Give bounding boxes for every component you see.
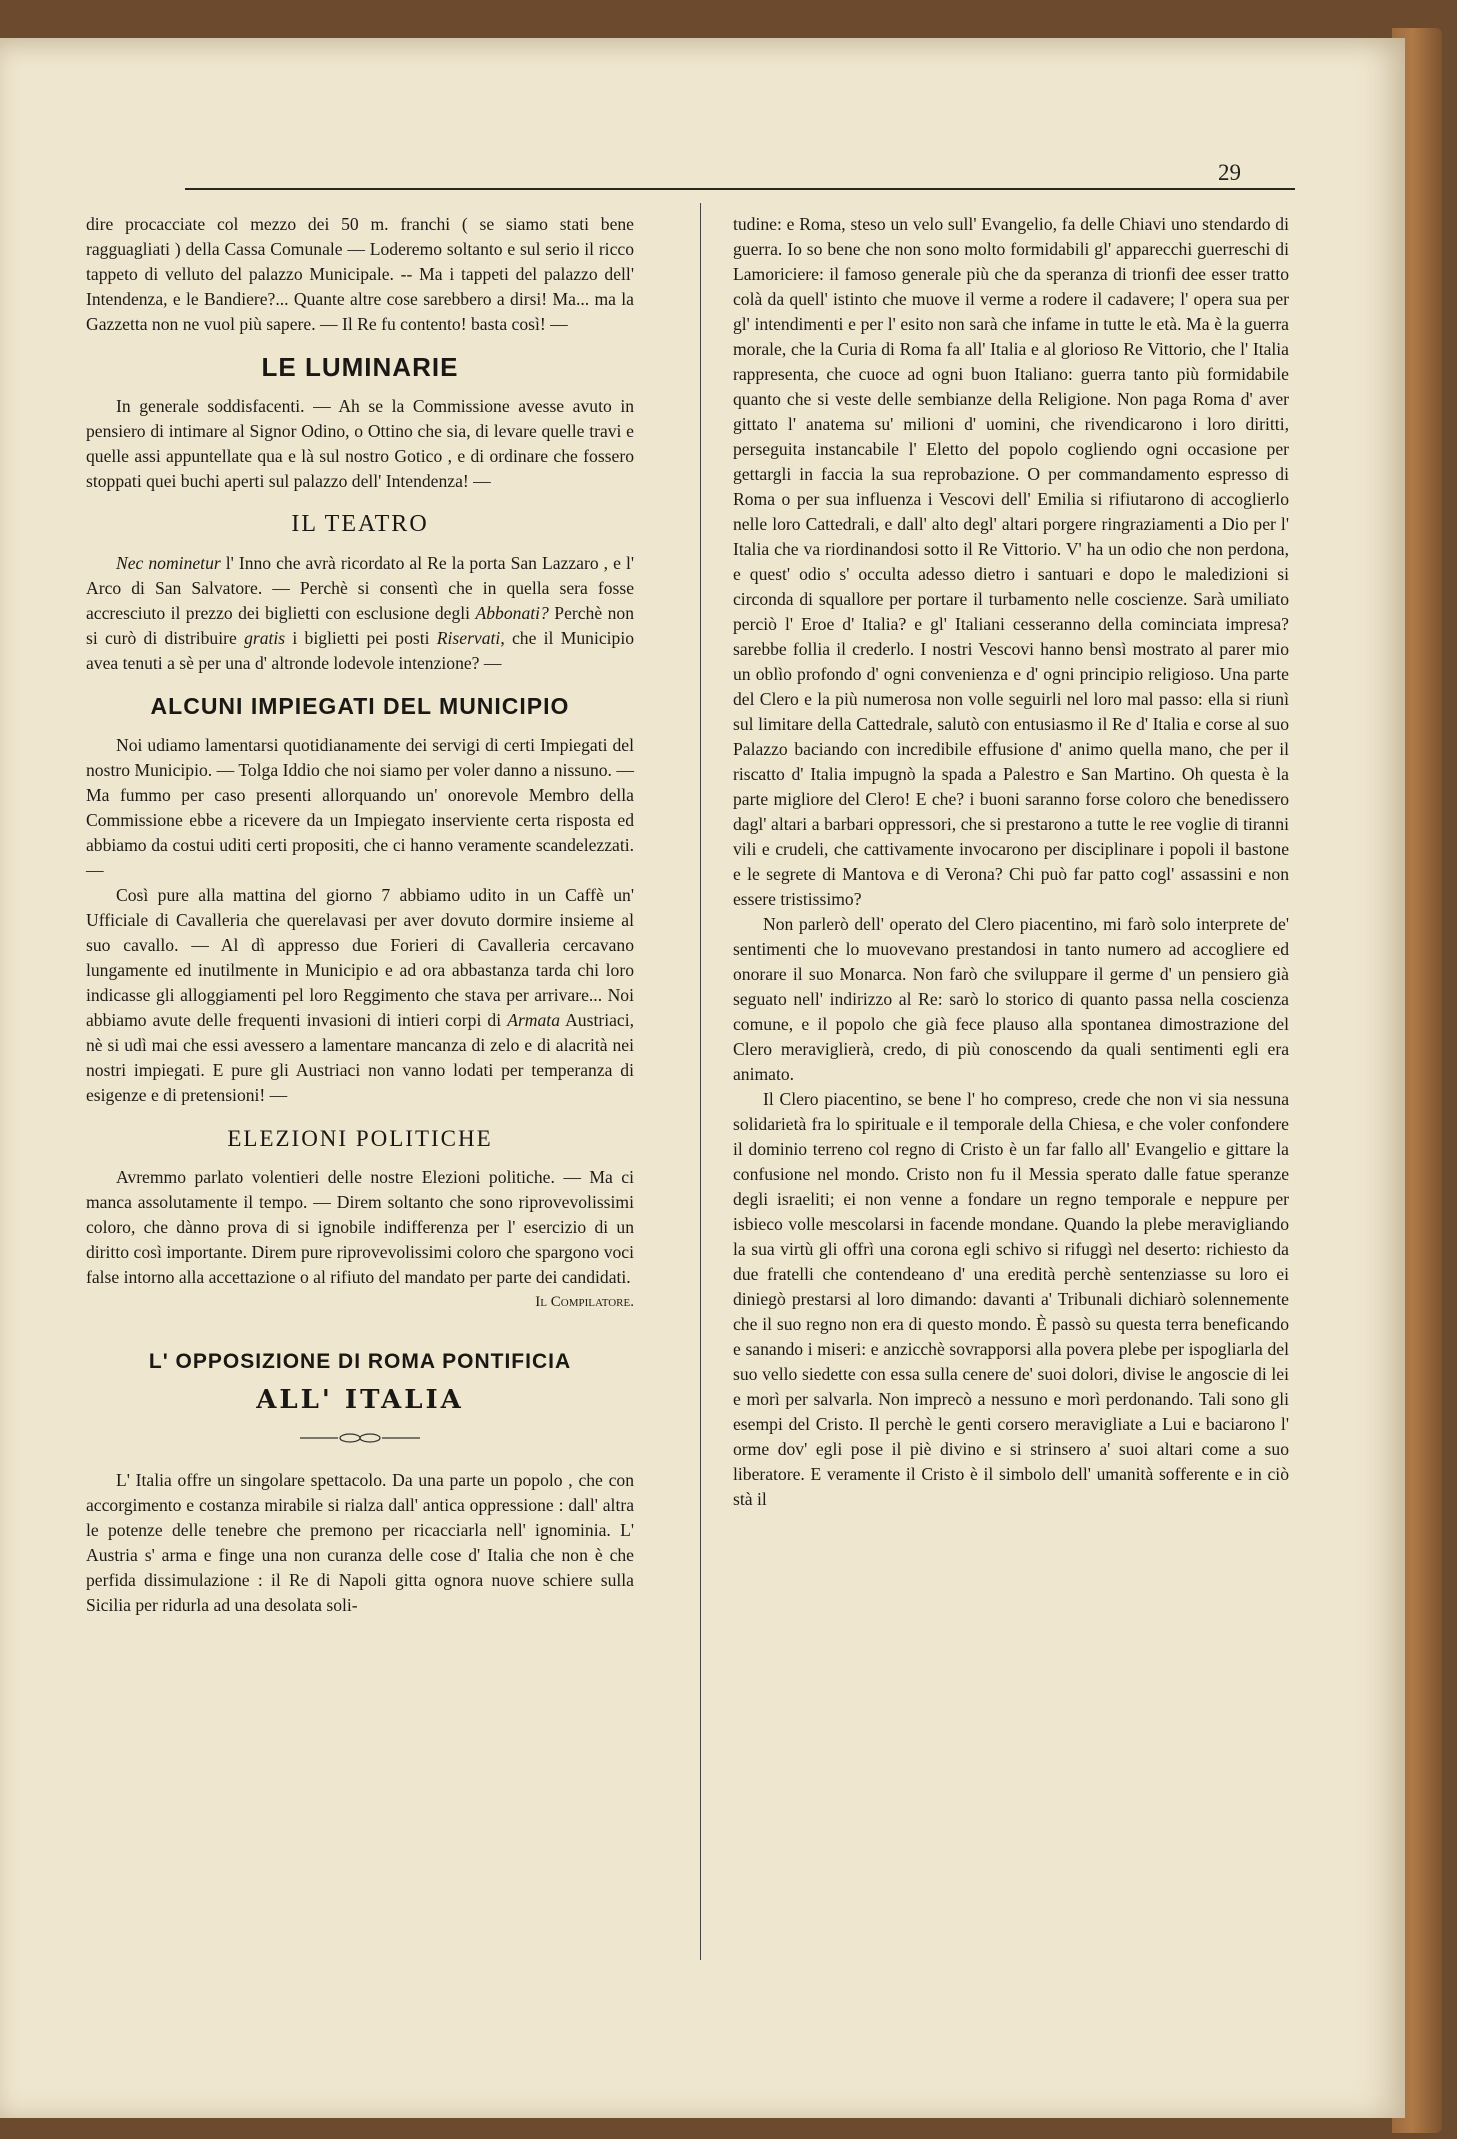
heading-impiegati: ALCUNI IMPIEGATI DEL MUNICIPIO	[150, 693, 570, 719]
heading-all-italia: ALL' ITALIA	[256, 1385, 464, 1415]
italic-abbonati: Abbonati?	[475, 603, 549, 623]
paragraph-opposizione: L' Italia offre un singolare spettacolo. Da una parte un popolo , che con accorgimento e costanza mirabile si rialza dall' antica oppressione : dall' altra le potenze delle tenebre che premono per ricacciarla nell' ignominia. L' Austria s' arma e finge una non curanza delle cose d' Italia che non è che perfida dissimulazione : il Re di Napoli gitta ognora nuove schiere sulla Sicilia per ridurla ad una desolata soli-	[86, 1470, 634, 1615]
text-run: i biglietti pei posti	[285, 628, 437, 648]
ornament-icon	[300, 1431, 420, 1445]
signature-line	[86, 1290, 634, 1315]
paragraph-impiegati-2	[86, 883, 634, 1108]
paragraph-continuation: dire procacciate col mezzo dei 50 m. franchi ( se siamo stati bene ragguagliati ) della Cassa Comunale — Loderemo soltanto e sul serio il ricco tappeto di velluto del palazzo Municipale. -- Ma i tappeti del palazzo dell' Intendenza, e le Bandiere?... Quante altre cose sarebbero a dirsi! Ma... ma la Gazzetta non ne vuol più sapere. — Il Re fu contento! basta così! —	[86, 214, 634, 334]
paragraph-teatro	[86, 551, 634, 676]
paragraph-clero-piacentino: Non parlerò dell' operato del Clero piacentino, mi farò solo interprete de' sentimenti che lo muovevano prestandosi in tanto numero ad accogliere ed onorare il suo Monarca. Non farò che sviluppare il germe d' un pensiero già seguato nell' indirizzo al Re: sarò lo storico di quanto passa nella coscienza comune, e il popolo che già fece plauso alla spontanea dimostrazione del Clero meraviglierà, credo, di più conoscendo da quali sentimenti egli era animato.	[733, 914, 1289, 1084]
text-run: Perchè non si curò di distribuire	[86, 603, 634, 648]
text-run: , che il Municipio avea tenuti a sè per una d' altronde lodevole intenzione? —	[86, 628, 635, 673]
paragraph-continuation-right: tudine: e Roma, steso un velo sull' Evangelio, fa delle Chiavi uno stendardo di guerra. Io so bene che non sono molto formidabili gl' apparecchi guerreschi di Lamoriciere: il famoso generale più che da speranza di trionfi dee esser tratto colà da quell' istinto che muove il verme a rodere il cadavere; l' opera sua per gl' intendimenti e per l' esito non sarà che infame in tutte le età. Ma è la guerra morale, che la Curia di Roma fa all' Italia e al glorioso Re Vittorio, che l' Italia rappresenta, che cuoce ad ogni buon Italiano: guerra tanto più formidabile quanto che si veste delle sembianze della Religione. Non paga Roma d' aver gittato l' anatema su' milioni d' uomini, che rivendicarono i loro diritti, perseguita instancabile l' Eletto del popolo cogliendo ogni occasione per gettargli in faccia la sua reprobazione. O per commandamento espresso di Roma o per sua influenza i Vescovi dell' Emilia si rifiutarono di accoglierlo nelle loro Cattedrali, e dall' alto degl' altari porgere ringraziamenti a Dio per l' Italia che va riordinandosi sotto il Re Vittorio. V' ha un odio che non perdona, e quest' odio s' occulta adesso dietro i santuari e dopo le maledizioni si circonda di squallore per portare il turbamento nelle coscienze. Sarà umiliato perciò l' Eroe d' Italia? e gl' Italiani cesseranno della cominciata impresa? sarebbe follia il crederlo. I nostri Vescovi hanno bensì mostrato al parer mio un oblìo profondo d' ogni convenienza e d' ogni principio religioso. Una parte del Clero e la più numerosa non volle seguirli nel loro mal passo: ella si riunì sul limitare della Cattedrale, salutò con entusiasmo il Re d' Italia e corse al suo Palazzo baciando con incredibile effusione d' animo quella mano, che per il riscatto d' Italia impugnò la spada a Palestro e San Martino. Oh questa è la parte migliore del Clero! E che? i buoni saranno forse coloro che benedissero dagl' altari a barbari oppressori, che si prestarono a tutte le ree voglie di tiranni vili e crudeli, che cattivamente invocarono per disciplinare i popoli il bastone e le segrete di Mantova e di Verona? Chi può far patto cogl' assassini e non essere tristissimo?	[733, 214, 1289, 909]
ornament-divider	[86, 1427, 634, 1452]
latin-phrase: Nec nominetur	[116, 553, 221, 573]
text-run: Così pure alla mattina del giorno 7 abbiamo udito in un Caffè un' Ufficiale di Cavalleria che querelavasi per aver dovuto dormire insieme al suo cavallo. — Al dì appresso due Forieri di Cavalleria cercavano lungamente ed inutilmente in Municipio e ad ora abbastanza tarda chi loro indicasse gli alloggiamenti pel loro Reggimento che stava per arrivare... Noi abbiamo avute delle frequenti invasioni di intieri corpi di	[86, 885, 634, 1030]
header-rule	[185, 188, 1295, 190]
text-run: Austriaci, nè si udì mai che essi avessero a lamentare mancanza di zelo e di alacrità nei nostri impiegati. E pure gli Austriaci non vanno lodati per temperanza di esigenze e di pretensioni! —	[86, 1010, 634, 1105]
paragraph-luminarie: In generale soddisfacenti. — Ah se la Commissione avesse avuto in pensiero di intimare al Signor Odino, o Ottino che sia, di levare quelle travi e quelle assi appuntellate qua e là sul nostro Gotico , e di ordinare che fossero stoppati quei buchi aperti sul palazzo dell' Intendenza! —	[86, 396, 634, 491]
italic-gratis: gratis	[244, 628, 286, 648]
paragraph-impiegati-1: Noi udiamo lamentarsi quotidianamente dei servigi di certi Impiegati del nostro Municipio. — Tolga Iddio che noi siamo per voler danno a nissuno. — Ma fummo per caso presenti allorquando un' onorevole Membro della Commissione ebbe a ricevere da un Impiegato inserviente certa risposta ed abbiamo da costui uditi certi propositi, che ci hanno veramente scandelezzati. —	[86, 735, 634, 880]
column-rule	[700, 203, 701, 1960]
right-column	[733, 212, 1289, 1512]
signature-compilatore: Il Compilatore.	[535, 1294, 634, 1310]
italic-riservati: Riservati	[436, 628, 501, 648]
heading-il-teatro: IL TEATRO	[291, 511, 429, 537]
paragraph-elezioni: Avremmo parlato volentieri delle nostre Elezioni politiche. — Ma ci manca assolutamente il tempo. — Direm soltanto che sono riprovevolissimi coloro, che dànno prova di si ignobile indifferenza per l' esercizio di un diritto così importante. Direm pure riprovevolissimi coloro che spargono voci false intorno alla accettazione o al rifiuto del mandato per parte dei candidati.	[86, 1167, 634, 1287]
text-run: l' Inno che avrà ricordato al Re la porta San Lazzaro , e l' Arco di San Salvatore. — Perchè si consentì che in quella sera fosse accresciuto il prezzo dei biglietti con esclusione degli	[86, 553, 635, 623]
heading-elezioni: ELEZIONI POLITICHE	[227, 1126, 493, 1151]
heading-opposizione: L' OPPOSIZIONE DI ROMA PONTIFICIA	[148, 1350, 572, 1373]
page-number: 29	[1218, 160, 1241, 185]
heading-le-luminarie: LE LUMINARIE	[261, 352, 459, 382]
left-column	[86, 212, 634, 1618]
italic-armata: Armata	[507, 1010, 560, 1030]
paragraph-clero-cristo: Il Clero piacentino, se bene l' ho compreso, crede che non vi sia nessuna solidarietà fra lo spirituale e il temporale della Chiesa, e che voler confondere il dominio terreno col regno di Cristo è un far fallo all' Evangelio e gittare la confusione nel mondo. Cristo non fu il Messia sperato dalle fatue speranze degli israeliti; ei non venne a fondare un regno temporale e neppure per isbieco volle mescolarsi in facende mondane. Quando la plebe meravigliando la sua virtù gli offrì una corona egli schivo si rifuggì nel deserto: richiesto da due fratelli che contendeano d' una eredità perchè sentenziasse su loro ei diniegò prestarsi al loro dimando: davanti a' Tribunali dichiarò solennemente che il suo regno non era di questo mondo. È passò su questa terra beneficando e sanando i miseri: e anzicchè sovrapporsi alla povera plebe per ispogliarla del suo vello siedette con essa sulla cenere de' suoi dolori, divise le angoscie di lei e morì per salvarla. Non imprecò a nessuno e morì perdonando. Tali sono gli esempi del Cristo. Il perchè le genti corsero meravigliate a Lui e baciarono l' orme dov' egli pose il piè divino e si strinsero a' suoi altari come a suo liberatore. E veramente il Cristo è il simbolo dell' umanità sofferente e in ciò stà il	[733, 1089, 1289, 1509]
